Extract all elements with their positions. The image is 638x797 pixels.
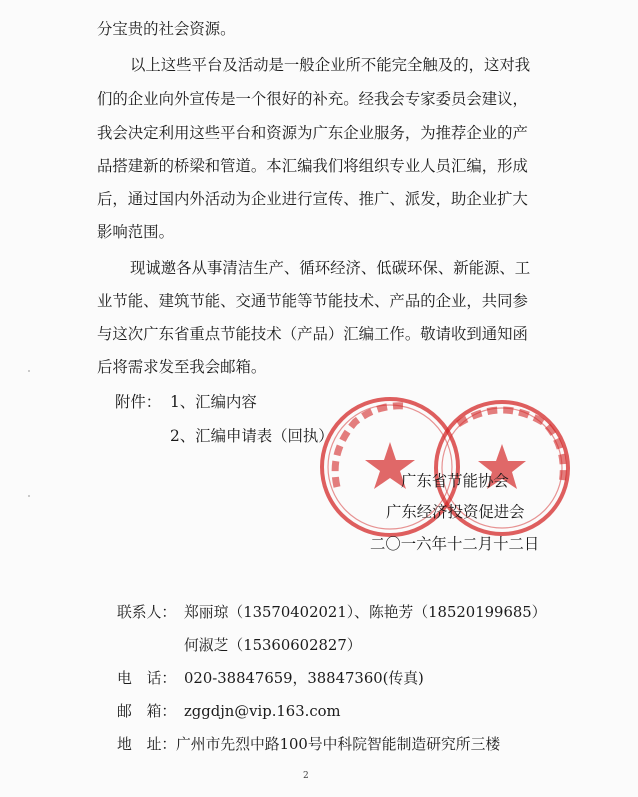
body-line: 后将需求发至我会邮箱。 (97, 358, 267, 376)
signature-org: 广东经济投资促进会 (386, 503, 525, 521)
page-number: 2 (303, 771, 309, 781)
scan-speck (28, 495, 30, 497)
signature-date: 二〇一六年十二月十二日 (370, 535, 540, 553)
phone-label: 电 话： (117, 670, 177, 687)
body-line: 影响范围。 (97, 223, 174, 241)
body-line: 业节能、建筑节能、交通节能等节能技术、产品的企业，共同参 (97, 292, 528, 310)
email-value[interactable]: zggdjn@vip.163.com (184, 703, 341, 720)
address-value: 广州市先烈中路100号中科院智能制造研究所三楼 (176, 736, 501, 753)
body-line: 后，通过国内外活动为企业进行宣传、推广、派发，助企业扩大 (97, 190, 528, 208)
body-line: 们的企业向外宣传是一个很好的补充。经我会专家委员会建议， (97, 90, 528, 108)
body-line: 品搭建新的桥梁和管道。本汇编我们将组织专业人员汇编，形成 (97, 157, 528, 175)
body-line: 现诚邀各从事清洁生产、循环经济、低碳环保、新能源、工 (130, 259, 531, 277)
phone-value: 020-38847659，38847360(传真) (184, 670, 424, 687)
attachment-label: 附件： (115, 393, 162, 411)
body-line: 与这次广东省重点节能技术（产品）汇编工作。敬请收到通知函 (97, 325, 528, 343)
contact-names: 郑丽琼（13570402021）、陈艳芳（18520199685） (184, 604, 547, 621)
body-line: 以上这些平台及活动是一般企业所不能完全触及的，这对我 (130, 56, 531, 74)
contact-names: 何淑芝（15360602827） (184, 637, 362, 654)
contact-label: 联系人： (117, 604, 177, 621)
address-label: 地 址： (117, 736, 177, 753)
body-line: 分宝贵的社会资源。 (97, 20, 236, 38)
signature-org: 广东省节能协会 (401, 472, 509, 490)
attachment-item: 2、汇编申请表（回执） (170, 427, 334, 445)
scan-speck (28, 370, 30, 372)
email-label: 邮 箱： (117, 703, 177, 720)
body-line: 我会决定利用这些平台和资源为广东企业服务，为推荐企业的产 (97, 124, 528, 142)
attachment-item: 1、汇编内容 (170, 393, 257, 411)
